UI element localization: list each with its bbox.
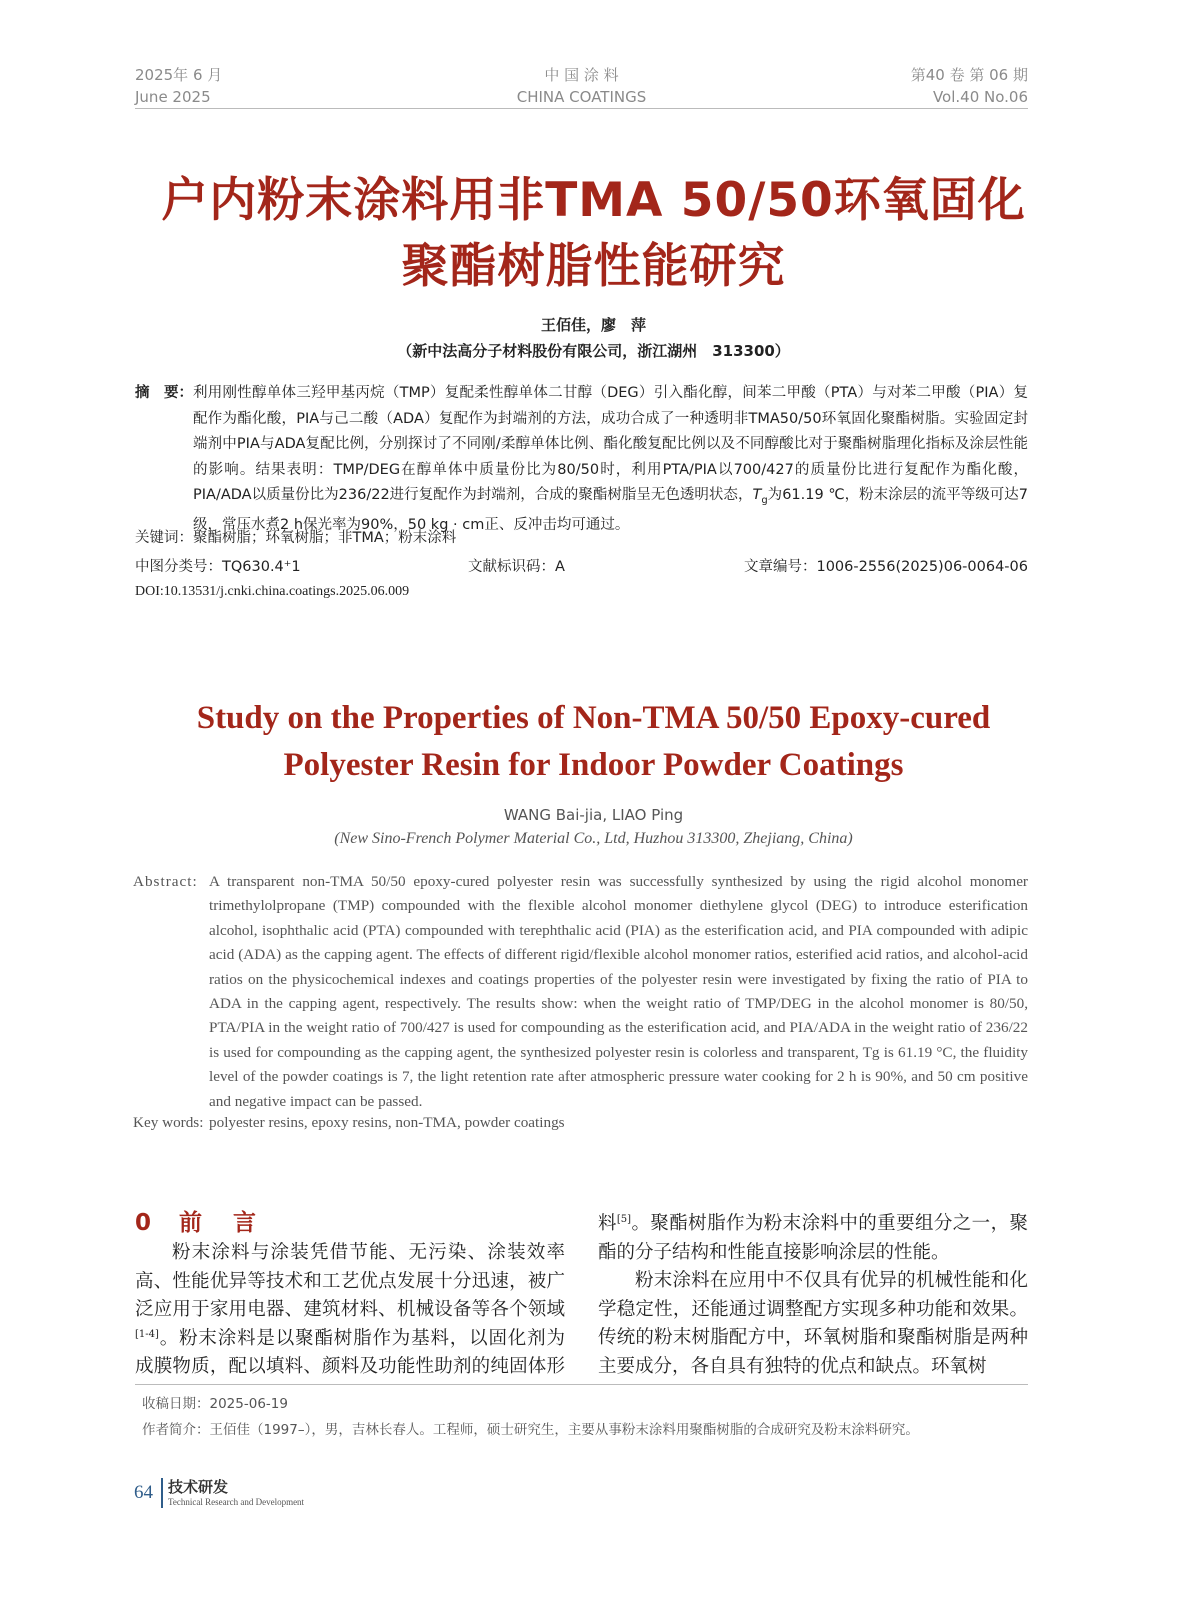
keywords-en-text: polyester resins, epoxy resins, non-TMA, powder coatings: [209, 1114, 565, 1131]
article-number: 文章编号：1006-2556(2025)06-0064-06: [743, 559, 1028, 575]
affiliation-cn: （新中法高分子材料股份有限公司，浙江湖州 313300）: [397, 342, 790, 360]
section-title: 前 言: [179, 1210, 261, 1236]
body-column-right: 料[5]。聚酯树脂作为粉末涂料中的重要组分之一，聚酯的分子结构和性能直接影响涂层的性能。 粉末涂料在应用中不仅具有优异的机械性能和化学稳定性，还能通过调整配方实现多种功能和效果。传统的粉末树脂配方中，环氧树脂和聚酯树脂是两种主要成分，各自具有独特的优点和缺点。环氧树: [598, 1210, 1028, 1382]
abstract-cn-label: 摘 要：: [135, 385, 193, 401]
body-p1-b: 。粉末涂料是以聚酯树脂作为基料，以固化剂为成膜物质，配以填料、颜料及功能性助剂的纯固体形: [135, 1327, 565, 1377]
keywords-cn: 关键词：聚酯树脂；环氧树脂；非TMA；粉末涂料: [135, 530, 457, 546]
footer-section-cn: 技术研发: [168, 1478, 229, 1496]
abstract-en-text: A transparent non-TMA 50/50 epoxy-cured polyester resin was successfully synthesized by using the rigid alcohol monomer trimethylolpropane (TMP) compounded with the flexible alcohol monomer diethylene glycol (DEG) to introduce esterification alcohol, isophthalic acid (PTA) compounded with terephthalic acid (PIA) as the esterification acid, and PIA compounded with adipic acid (ADA) as the capping agent. The effects of different rigid/flexible alcohol monomer ratios, esterified acid ratios, and alcohol-acid ratios on the physicochemical indexes and coatings properties of the polyester resin were investigated by fixing the ratio of PIA to ADA in the capping agent, respectively. The results show: when the weight ratio of TMP/DEG in the alcohol monomer is 80/50, PTA/PIA in the weight ratio of 700/427 is used for compounding as the esterification acid, and PIA/ADA in the weight ratio of 236/22 is used for compounding as the capping agent, the synthesized polyester resin is colorless and transparent, Tg is 61.19 °C, the fluidity level of the powder coatings is 7, the light retention rate after atmospheric pressure water cooking for 2 h is 90%, and 50 cm positive and negative impact can be passed.: [209, 873, 1028, 1110]
title-cn-line-2: 聚酯树脂性能研究: [401, 239, 786, 294]
citation-1-4[interactable]: [1-4]: [135, 1328, 159, 1340]
header-divider: [135, 108, 1028, 109]
title-en: [80, 695, 1107, 789]
header-date-cn: 2025年 6 月: [135, 66, 223, 84]
abstract-en-label: Abstract:: [133, 873, 198, 890]
doc-code: 文献标识码：A: [468, 559, 565, 575]
tg-symbol: T: [752, 487, 762, 503]
section-number: 0: [135, 1210, 156, 1236]
abstract-cn-text: [193, 381, 1028, 539]
body-column-left: [135, 1239, 565, 1381]
abstract-en: [133, 870, 1028, 1114]
affiliation-en: (New Sino-French Polymer Material Co., Ltd, Huzhou 313300, Zhejiang, China): [334, 830, 853, 847]
title-cn-line-1: 户内粉末涂料用非TMA 50/50环氧固化: [161, 173, 1026, 228]
header-journal-cn: 中 国 涂 料: [544, 66, 619, 84]
tg-subscript: g: [761, 494, 768, 506]
title-en-line-2: Polyester Resin for Indoor Powder Coatings: [283, 747, 904, 783]
footnote-author-bio: 作者简介：王佰佳（1997–），男，吉林长春人。工程师，硕士研究生，主要从事粉末涂料用聚酯树脂的合成研究及粉末涂料研究。: [142, 1422, 919, 1438]
header-issue-en: Vol.40 No.06: [932, 88, 1028, 106]
header-issue: [911, 64, 1028, 108]
footer-section-en: Technical Research and Development: [168, 1497, 305, 1507]
footer-bar: [161, 1478, 163, 1508]
title-cn: [100, 168, 1087, 300]
body-p2: 粉末涂料在应用中不仅具有优异的机械性能和化学稳定性，还能通过调整配方实现多种功能和效果。传统的粉末树脂配方中，环氧树脂和聚酯树脂是两种主要成分，各自具有独特的优点和缺点。环氧树: [598, 1270, 1028, 1377]
footnote-divider: [135, 1384, 1028, 1385]
authors-en: WANG Bai-jia, LIAO Ping: [503, 806, 684, 824]
doi[interactable]: DOI:10.13531/j.cnki.china.coatings.2025.06.009: [135, 584, 410, 599]
body-p1-c: 。聚酯树脂作为粉末涂料中的重要组分之一，聚酯的分子结构和性能直接影响涂层的性能。: [598, 1213, 1028, 1263]
citation-5[interactable]: [5]: [616, 1213, 632, 1225]
keywords-en-label: Key words:: [133, 1114, 204, 1131]
classification: 中图分类号：TQ630.4⁺1: [135, 559, 301, 575]
page-number: 64: [134, 1482, 153, 1503]
section-heading: [135, 1204, 260, 1237]
abstract-cn: [135, 381, 1028, 539]
header-journal-en: CHINA COATINGS: [516, 88, 647, 106]
header-issue-cn: 第40 卷 第 06 期: [910, 66, 1028, 84]
footnote-received: 收稿日期：2025-06-19: [142, 1396, 288, 1412]
abstract-cn-part2: 为61.19 ℃，粉末涂层的流平等级可达7级，常压水煮2 h保光率为90%，50 kg · cm正、反冲击均可通过。: [193, 487, 1028, 534]
authors-cn: 王佰佳，廖 萍: [540, 316, 646, 334]
title-en-line-1: Study on the Properties of Non-TMA 50/50 Epoxy-cured: [196, 700, 991, 736]
keywords-en: [133, 1114, 565, 1132]
header-date-en: June 2025: [135, 88, 211, 106]
abstract-cn-part1: 利用刚性醇单体三羟甲基丙烷（TMP）复配柔性醇单体二甘醇（DEG）引入酯化醇，间苯二甲酸（PTA）与对苯二甲酸（PIA）复配作为酯化酸，PIA与己二酸（ADA）复配作为封端剂的方法，成功合成了一种透明非TMA50/50环氧固化聚酯树脂。实验固定封端剂中PIA与ADA复配比例，分别探讨了不同刚/柔醇单体比例、酯化酸复配比例以及不同醇酸比对于聚酯树脂理化指标及涂层性能的影响。结果表明：TMP/DEG在醇单体中质量份比为80/50时，利用PTA/PIA以700/427的质量份比进行复配作为酯化酸，PIA/ADA以质量份比为236/22进行复配作为封端剂，合成的聚酯树脂呈无色透明状态，: [193, 385, 1028, 503]
body-p1-a: 粉末涂料与涂装凭借节能、无污染、涂装效率高、性能优异等技术和工艺优点发展十分迅速，被广泛应用于家用电器、建筑材料、机械设备等各个领域: [135, 1242, 565, 1320]
